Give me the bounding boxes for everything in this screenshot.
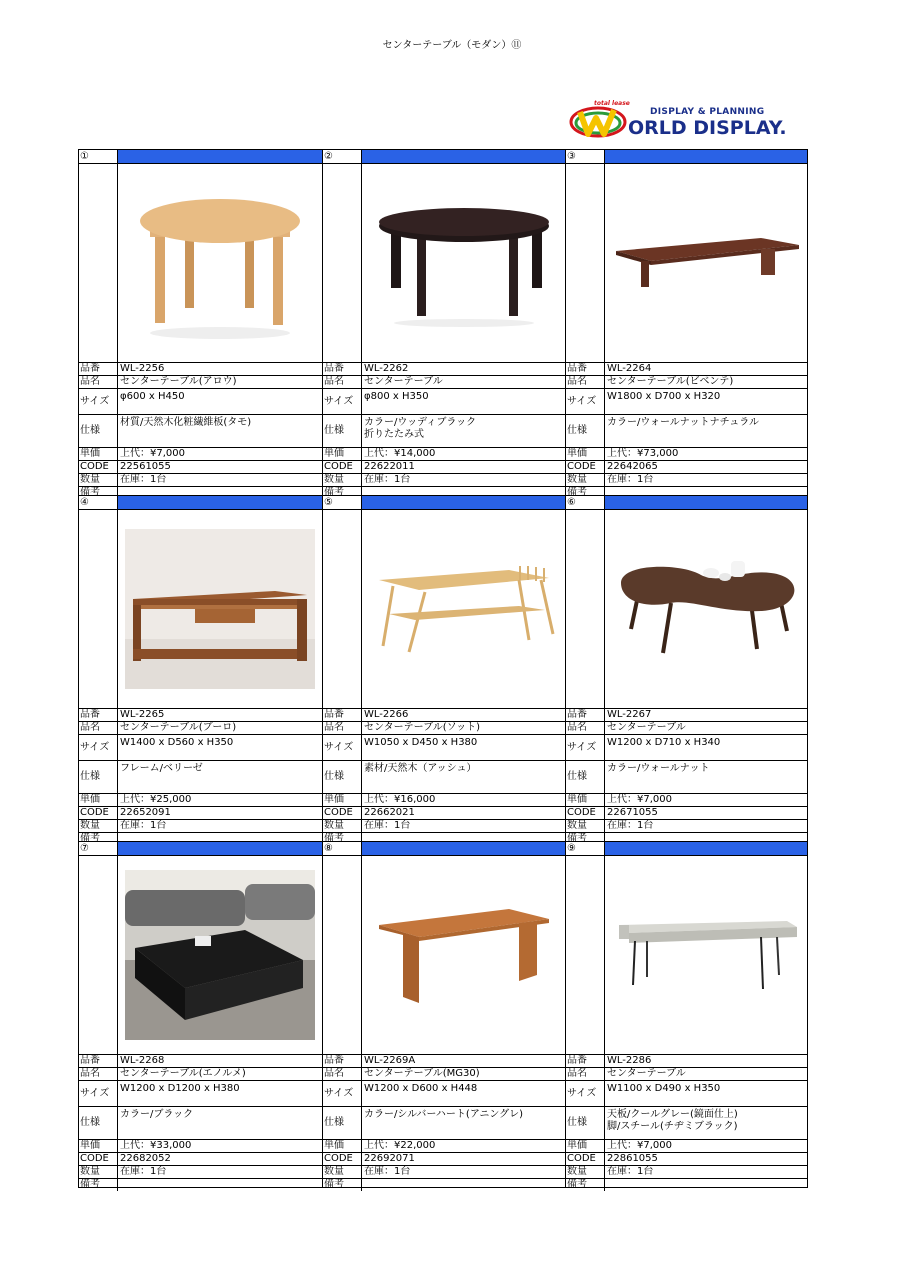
- product-image: [605, 510, 807, 708]
- field-label: 品名: [566, 1068, 605, 1080]
- item-number: ⑥: [566, 496, 605, 509]
- product-card-8: [322, 842, 565, 1190]
- field-label: 品名: [566, 376, 605, 388]
- field-label: 単価: [79, 448, 118, 460]
- product-barcode: 22642065: [607, 461, 658, 472]
- field-label: 数量: [323, 1166, 362, 1178]
- product-size: W1200 x D600 x H448: [364, 1083, 478, 1094]
- product-size: W1100 x D490 x H350: [607, 1083, 721, 1094]
- field-label: 数量: [566, 474, 605, 486]
- product-card-3: [565, 150, 808, 498]
- product-code: WL-2268: [120, 1055, 165, 1066]
- product-size: W1800 x D700 x H320: [607, 391, 721, 402]
- field-label: 備考: [79, 1179, 118, 1191]
- product-code: WL-2256: [120, 363, 165, 374]
- header-bar: [118, 496, 322, 509]
- header-bar: [118, 150, 322, 163]
- product-spec: カラー/ウォールナット: [607, 763, 710, 774]
- field-label: 品名: [79, 722, 118, 734]
- header-bar: [118, 842, 322, 855]
- product-code: WL-2262: [364, 363, 409, 374]
- product-qty: 在庫：1台: [120, 820, 167, 831]
- slab-oak-table-image: [369, 905, 559, 1005]
- field-label: 備考: [566, 833, 605, 845]
- product-name: センターテーブル: [607, 722, 686, 733]
- product-note: [362, 1179, 565, 1191]
- bean-walnut-table-image: [611, 559, 801, 659]
- product-barcode: 22682052: [120, 1153, 171, 1164]
- product-barcode: 22692071: [364, 1153, 415, 1164]
- logo-wordmark: ORLD DISPLAY.: [628, 117, 787, 139]
- header-bar: [605, 842, 807, 855]
- product-size: W1050 x D450 x H380: [364, 737, 478, 748]
- field-label: 備考: [323, 487, 362, 499]
- field-label: 品名: [323, 1068, 362, 1080]
- product-barcode: 22622011: [364, 461, 415, 472]
- field-label: CODE: [566, 807, 605, 819]
- field-label: 仕様: [323, 761, 362, 793]
- item-number: ⑤: [323, 496, 362, 509]
- field-label: 品番: [323, 1055, 362, 1067]
- product-code: WL-2269A: [364, 1055, 416, 1066]
- field-label: 品番: [566, 1055, 605, 1067]
- field-label: 単価: [566, 1140, 605, 1152]
- item-number: ①: [79, 150, 118, 163]
- product-barcode: 22652091: [120, 807, 171, 818]
- ash-shelf-table-image: [369, 564, 559, 654]
- field-label: 備考: [566, 1179, 605, 1191]
- product-code: WL-2266: [364, 709, 409, 720]
- product-name: センターテーブル(ブーロ): [120, 722, 237, 733]
- product-catalog-table: [78, 149, 808, 1188]
- product-barcode: 22561055: [120, 461, 171, 472]
- product-name: センターテーブル(エノルメ): [120, 1068, 246, 1079]
- field-label: 数量: [79, 820, 118, 832]
- round-black-table-image: [369, 198, 559, 328]
- field-label: 品番: [566, 709, 605, 721]
- product-name: センターテーブル(アロウ): [120, 376, 237, 387]
- product-code: WL-2264: [607, 363, 652, 374]
- field-label: 数量: [79, 1166, 118, 1178]
- product-image: [362, 164, 565, 362]
- field-label: CODE: [323, 1153, 362, 1165]
- field-label: 仕様: [566, 415, 605, 447]
- field-label: 仕様: [79, 761, 118, 793]
- catalog-row-2: [78, 495, 808, 844]
- field-label: サイズ: [79, 735, 118, 760]
- product-image: [605, 164, 807, 362]
- product-price: 上代：¥73,000: [607, 448, 679, 459]
- field-label: 備考: [566, 487, 605, 499]
- field-label: 数量: [323, 820, 362, 832]
- field-label: CODE: [323, 807, 362, 819]
- field-label: サイズ: [323, 735, 362, 760]
- logo-tagline: total lease: [594, 100, 630, 107]
- product-image: [362, 856, 565, 1054]
- product-spec: カラー/ウッディブラック 折りたたみ式: [364, 417, 477, 440]
- header-bar: [362, 496, 565, 509]
- field-label: 仕様: [79, 1107, 118, 1139]
- long-walnut-table-image: [611, 233, 801, 293]
- field-label: 備考: [79, 487, 118, 499]
- item-number: ②: [323, 150, 362, 163]
- product-spec: 素材/天然木（アッシュ）: [364, 763, 477, 774]
- product-qty: 在庫：1台: [120, 474, 167, 485]
- logo-subtitle: DISPLAY & PLANNING: [650, 107, 765, 117]
- product-price: 上代：¥7,000: [607, 794, 672, 805]
- field-label: サイズ: [566, 1081, 605, 1106]
- field-label: CODE: [323, 461, 362, 473]
- field-label: 備考: [79, 833, 118, 845]
- product-spec: カラー/ブラック: [120, 1109, 194, 1120]
- field-label: サイズ: [323, 389, 362, 414]
- field-label: CODE: [79, 807, 118, 819]
- product-qty: 在庫：1台: [607, 474, 654, 485]
- field-label: 品名: [79, 376, 118, 388]
- product-size: W1200 x D710 x H340: [607, 737, 721, 748]
- field-label: 備考: [323, 833, 362, 845]
- field-label: 仕様: [79, 415, 118, 447]
- product-image: [118, 510, 322, 708]
- product-code: WL-2265: [120, 709, 165, 720]
- page-title: センターテーブル（モダン）⑪: [382, 40, 522, 51]
- product-card-5: [322, 496, 565, 844]
- product-card-4: [78, 496, 322, 844]
- field-label: 仕様: [566, 761, 605, 793]
- field-label: 単価: [566, 794, 605, 806]
- field-label: 品名: [323, 376, 362, 388]
- product-price: 上代：¥14,000: [364, 448, 436, 459]
- field-label: 数量: [566, 820, 605, 832]
- product-image: [118, 856, 322, 1054]
- product-size: W1400 x D560 x H350: [120, 737, 234, 748]
- field-label: 数量: [566, 1166, 605, 1178]
- product-name: センターテーブル: [607, 1068, 686, 1079]
- header-bar: [362, 842, 565, 855]
- product-spec: 材質/天然木化粧繊維板(タモ): [120, 417, 252, 428]
- product-image: [118, 164, 322, 362]
- field-label: 備考: [323, 1179, 362, 1191]
- product-qty: 在庫：1台: [607, 1166, 654, 1177]
- product-card-2: [322, 150, 565, 498]
- item-number: ⑦: [79, 842, 118, 855]
- field-label: 数量: [79, 474, 118, 486]
- field-label: 品名: [566, 722, 605, 734]
- product-price: 上代：¥16,000: [364, 794, 436, 805]
- field-label: 単価: [323, 1140, 362, 1152]
- field-label: 単価: [323, 448, 362, 460]
- product-qty: 在庫：1台: [607, 820, 654, 831]
- catalog-row-1: [78, 149, 808, 498]
- product-barcode: 22671055: [607, 807, 658, 818]
- field-label: 品番: [323, 709, 362, 721]
- product-note: [118, 1179, 322, 1191]
- product-image: [362, 510, 565, 708]
- field-label: 単価: [79, 1140, 118, 1152]
- field-label: 品番: [323, 363, 362, 375]
- grey-steel-table-image: [611, 915, 801, 995]
- product-card-1: [78, 150, 322, 498]
- header-bar: [605, 496, 807, 509]
- field-label: CODE: [79, 461, 118, 473]
- field-label: 品番: [566, 363, 605, 375]
- field-label: サイズ: [566, 735, 605, 760]
- field-label: CODE: [566, 461, 605, 473]
- item-number: ④: [79, 496, 118, 509]
- field-label: 仕様: [566, 1107, 605, 1139]
- product-size: W1200 x D1200 x H380: [120, 1083, 240, 1094]
- header-bar: [362, 150, 565, 163]
- product-qty: 在庫：1台: [364, 474, 411, 485]
- product-spec: フレーム/ベリーゼ: [120, 763, 203, 774]
- field-label: 品番: [79, 1055, 118, 1067]
- product-name: センターテーブル(ソット): [364, 722, 481, 733]
- product-barcode: 22861055: [607, 1153, 658, 1164]
- catalog-row-3: [78, 841, 808, 1188]
- box-teak-table-image: [125, 529, 315, 689]
- item-number: ③: [566, 150, 605, 163]
- product-qty: 在庫：1台: [364, 820, 411, 831]
- product-price: 上代：¥7,000: [607, 1140, 672, 1151]
- field-label: 品名: [79, 1068, 118, 1080]
- field-label: CODE: [79, 1153, 118, 1165]
- field-label: 単価: [79, 794, 118, 806]
- product-barcode: 22662021: [364, 807, 415, 818]
- product-note: [605, 1179, 807, 1191]
- field-label: 品番: [79, 709, 118, 721]
- product-name: センターテーブル(ビベンテ): [607, 376, 734, 387]
- item-number: ⑧: [323, 842, 362, 855]
- square-black-table-image: [125, 870, 315, 1040]
- field-label: サイズ: [323, 1081, 362, 1106]
- field-label: CODE: [566, 1153, 605, 1165]
- product-qty: 在庫：1台: [120, 1166, 167, 1177]
- field-label: サイズ: [566, 389, 605, 414]
- field-label: サイズ: [79, 389, 118, 414]
- header-bar: [605, 150, 807, 163]
- product-spec: 天板/クールグレー(鏡面仕上) 脚/スチール(チヂミブラック): [607, 1109, 738, 1132]
- product-price: 上代：¥22,000: [364, 1140, 436, 1151]
- product-spec: カラー/シルバーハート(アニングレ): [364, 1109, 524, 1120]
- product-image: [605, 856, 807, 1054]
- field-label: 数量: [323, 474, 362, 486]
- product-price: 上代：¥25,000: [120, 794, 192, 805]
- product-card-7: [78, 842, 322, 1190]
- product-card-6: [565, 496, 808, 844]
- product-price: 上代：¥7,000: [120, 448, 185, 459]
- field-label: 仕様: [323, 415, 362, 447]
- product-code: WL-2286: [607, 1055, 652, 1066]
- product-spec: カラー/ウォールナットナチュラル: [607, 417, 759, 428]
- field-label: 単価: [566, 448, 605, 460]
- product-size: φ800 x H350: [364, 391, 429, 402]
- field-label: 品名: [323, 722, 362, 734]
- product-price: 上代：¥33,000: [120, 1140, 192, 1151]
- product-qty: 在庫：1台: [364, 1166, 411, 1177]
- round-oak-table-image: [125, 183, 315, 343]
- product-name: センターテーブル: [364, 376, 443, 387]
- product-code: WL-2267: [607, 709, 652, 720]
- field-label: 仕様: [323, 1107, 362, 1139]
- product-card-9: [565, 842, 808, 1190]
- item-number: ⑨: [566, 842, 605, 855]
- product-name: センターテーブル(MG30): [364, 1068, 480, 1079]
- field-label: 単価: [323, 794, 362, 806]
- field-label: サイズ: [79, 1081, 118, 1106]
- field-label: 品番: [79, 363, 118, 375]
- product-size: φ600 x H450: [120, 391, 185, 402]
